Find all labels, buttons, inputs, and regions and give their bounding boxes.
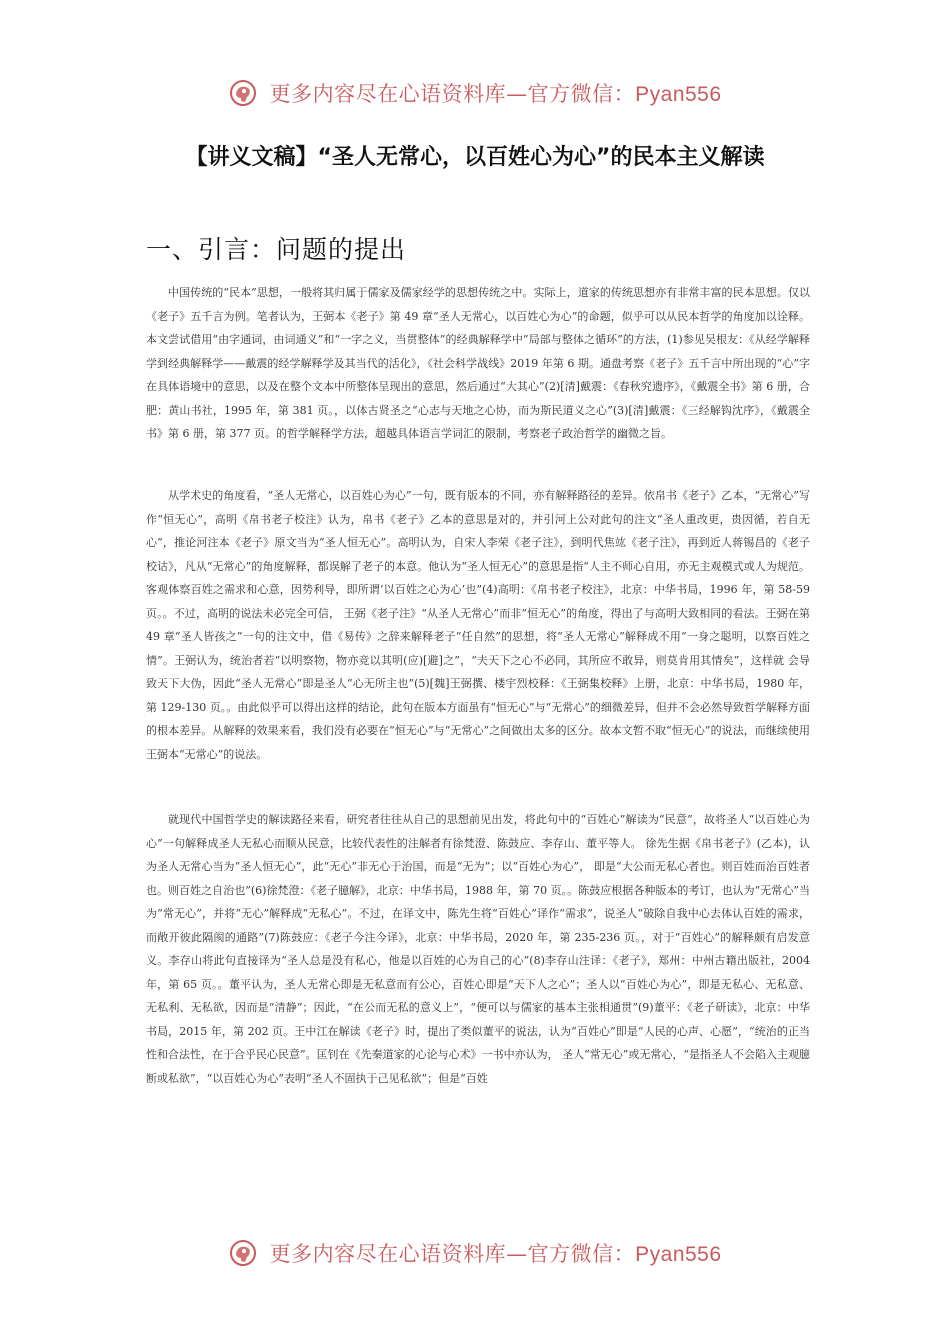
body-paragraph: 就现代中国哲学史的解读路径来看，研究者往往从自己的思想前见出发，将此句中的“百姓心”解读为“民意”，故将圣人“以百姓心为心”一句解释成圣人无私心而顺从民意，比较代表性的注解者有徐梵澄、陈鼓应、李存山、董平等人。 徐先生据《帛书老子》(乙本)，认为圣人无常心当为“圣人恒无心”，此“无心”非无心于治国，而是“无为”；以“百姓心为心”， 即是“大公而无私心者也。则百姓而治百姓者也。则百姓之自治也”(6)徐梵澄：《老子臆解》，北京：中华书局，1988 年，第 70 页。。陈鼓应根据各种版本的考订，也认为“无常心”当为“常无心”，并将“无心”解释成“无私心”。不过，在译文中，陈先生将“百姓心”译作“需求”，说圣人“破除自我中心去体认百姓的需求，而敞开彼此隔阂的通路”(7)陈鼓应：《老子今注今译》，北京：中华书局，2020 年，第 235-236 页。，对于“百姓心”的解释颇有启发意义。李存山将此句直接译为“圣人总是没有私心，他是以百姓的心为自己的心”(8)李存山注译：《老子》，郑州：中州古籍出版社，2004 年，第 65 页。。董平认为，圣人无常心即是无私意而有公心，百姓心即是“天下人之心”；圣人以“百姓心为心”，即是无私心、无私意、无私利、无私欲，因而是“清静”；因此，“在公而无私的意义上”，“便可以与儒家的基本主张相通贯”(9)董平：《老子研读》，北京：中华书局，2015 年，第 202 页。王中江在解读《老子》时，提出了类似董平的说法，认为“百姓心”即是“人民的心声、心愿”，“统治的正当性和合法性，在于合乎民心民意”。匡钊在《先秦道家的心论与心术》一书中亦认为， 圣人“常无心”或无常心，“是指圣人不会陷入主观臆断或私欲”，“以百姓心为心”表明“圣人不固执于己见私欲”；但是“百姓	[146, 813, 810, 1085]
document-title: 【讲义文稿】“圣人无常心，以百姓心为心”的民本主义解读	[185, 145, 765, 170]
banner-wechat-id: Pyan556	[635, 1243, 722, 1266]
paragraph-block	[146, 484, 810, 766]
banner-text: 更多内容尽在心语资料库—官方微信：	[269, 1242, 636, 1266]
body-paragraph: 从学术史的角度看，“圣人无常心，以百姓心为心”一句，既有版本的不同，亦有解释路径的差异。依帛书《老子》乙本，“无常心”写作“恒无心”，高明《帛书老子校注》认为，帛书《老子》乙本的意思是对的，并引河上公对此句的注文“圣人重改更，贵因循，若自无心”，推论河注本《老子》原文当为“圣人恒无心”。高明认为，自宋人李荣《老子注》，到明代焦竑《老子注》，再到近人蒋锡昌的《老子校诂》，凡从“无常心”的角度解释，都误解了老子的本意。他认为“圣人恒无心”的意思是指“人主不师心自用，亦无主观模式或人为规范。客观体察百姓之需求和心意，因势利导，即所谓‘以百姓之心为心’也”(4)高明：《帛书老子校注》，北京：中华书局，1996 年，第 58-59 页。。不过，高明的说法未必完全可信， 王弼《老子注》“从圣人无常心”而非“恒无心”的角度，得出了与高明大致相同的看法。王弼在第 49 章“圣人皆孩之”一句的注文中，借《易传》之辞来解释老子“任自然”的思想，将“圣人无常心”解释成不用“一身之聪明，以察百姓之情”。王弼认为，统治者若“以明察物，物亦竞以其明(应)[避]之”，“夫天下之心不必同，其所应不敢异，则莫肯用其情矣”，这样就 会导致天下大伪，因此“圣人无常心”即是圣人“心无所主也”(5)[魏]王弼撰、楼宇烈校释：《王弼集校释》上册，北京：中华书局，1980 年，第 129-130 页。。由此似乎可以得出这样的结论，此句在版本方面虽有“恒无心”与“无常心”的细微差异，但并不会必然导致哲学解释方面的根本差异。从解释的效果来看，我们没有必要在“恒无心”与“无常心”之间做出太多的区分。故本文暂不取“恒无心”的说法，而继续使用王弼本“无常心”的说法。	[146, 489, 810, 761]
brain-logo-icon	[228, 78, 258, 108]
body-paragraph: 中国传统的“民本”思想，一般将其归属于儒家及儒家经学的思想传统之中。实际上，道家的传统思想亦有非常丰富的民本思想。仅以《老子》五千言为例。笔者认为，王弼本《老子》第 49 章“圣人无常心，以百姓心为心”的命题，似乎可以从民本哲学的角度加以诠释。本文尝试借用“由字通词，由词通义”和“一字之义，当贯整体”的经典解释学中“局部与整体之循环”的方法，(1)参见吴根友：《从经学解释学到经典解释学——戴震的经学解释学及其当代的活化》，《社会科学战线》2019 年第 6 期。通盘考察《老子》五千言中所出现的“心”字在具体语境中的意思，以及在整个文本中所整体呈现出的意思，然后通过“大其心”(2)[清]戴震：《春秋究遗序》，《戴震全书》第 6 册，合肥：黄山书社，1995 年，第 381 页。，以体古贤圣之“心志与天地之心协，而为斯民道义之心”(3)[清]戴震：《三经解钩沈序》，《戴震全书》第 6 册，第 377 页。的哲学解释学方法，超越具体语言学词汇的限制，考察老子政治哲学的幽微之旨。	[146, 286, 810, 440]
section-heading: 一、引言：问题的提出	[146, 235, 407, 264]
paragraph-block	[146, 808, 810, 1090]
watermark-banner-bottom	[0, 1238, 950, 1268]
paragraph-block	[146, 281, 810, 446]
banner-wechat-id: Pyan556	[635, 83, 722, 106]
watermark-banner-top	[0, 78, 950, 108]
brain-logo-icon	[228, 1238, 258, 1268]
banner-text: 更多内容尽在心语资料库—官方微信：	[269, 82, 636, 106]
